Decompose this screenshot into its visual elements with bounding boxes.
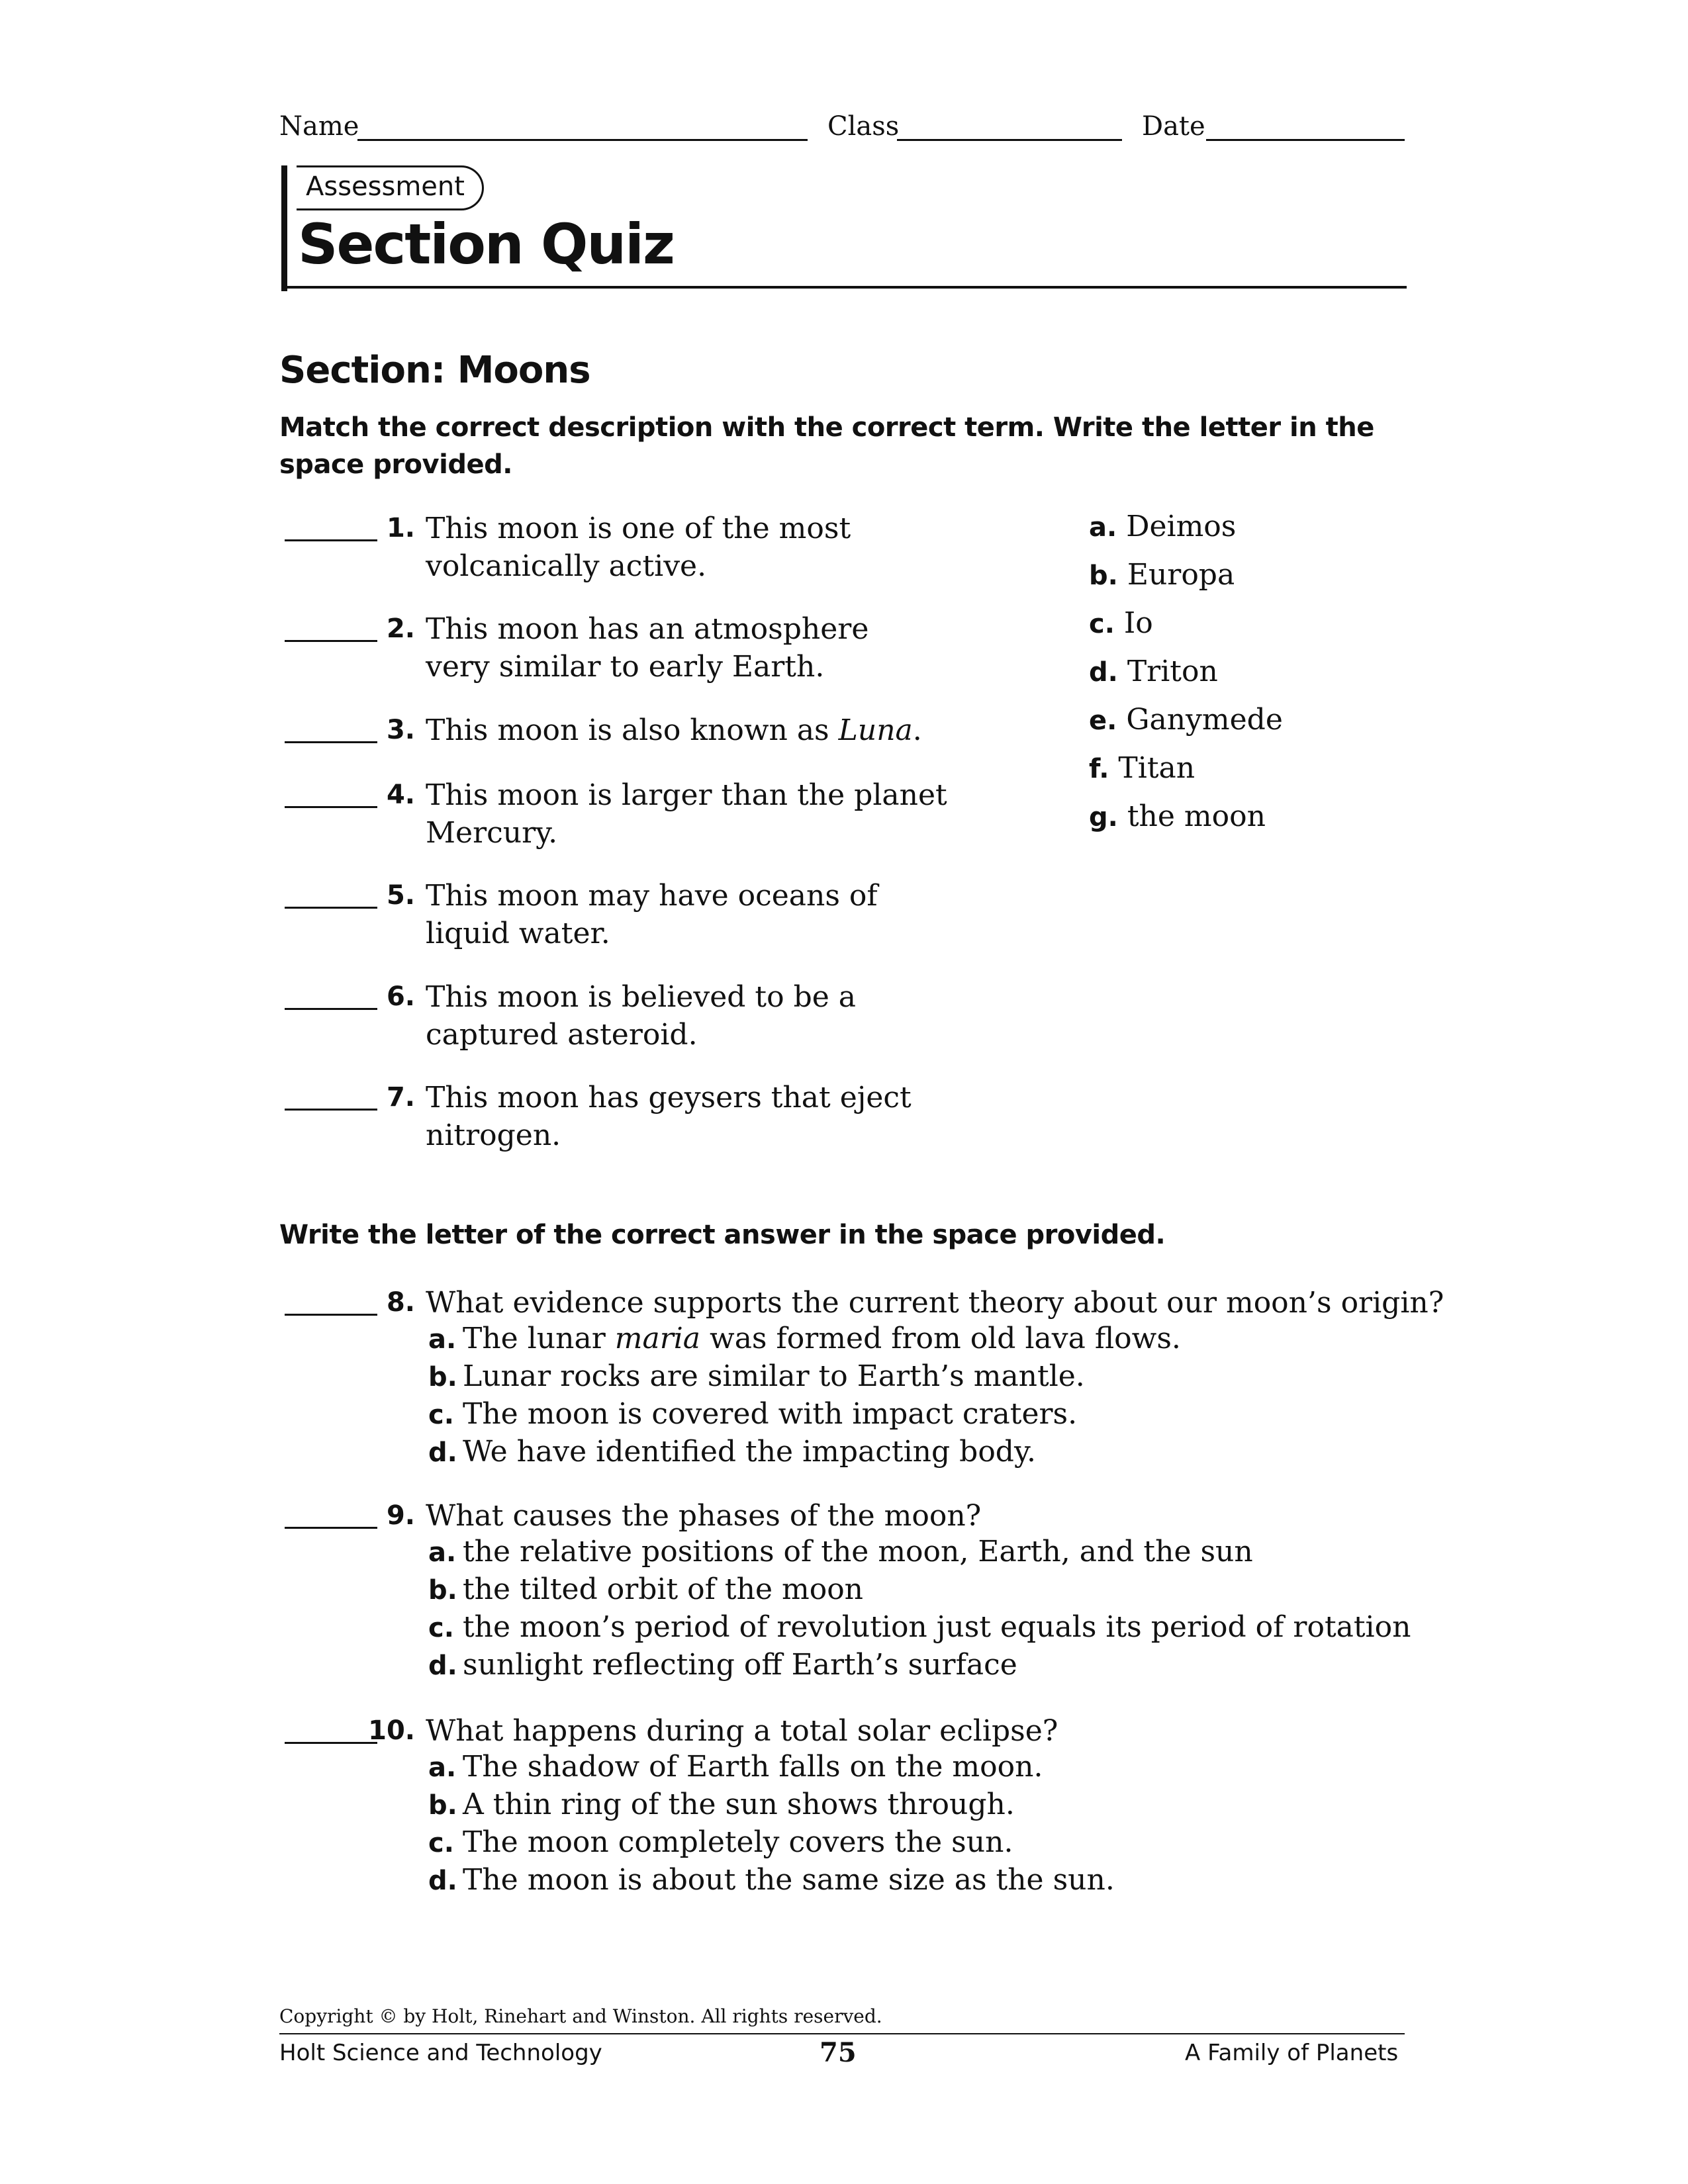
question-text [426,776,947,852]
option-letter: b. [428,1362,457,1392]
option-text: The moon is about the same size as the sun. [463,1863,1115,1897]
question-line: This moon is also known as [426,713,829,747]
term-text: Io [1123,606,1153,640]
question-end: . [912,713,922,747]
answer-option [428,1788,1015,1821]
answer-option [428,1750,1043,1784]
publisher: Holt Science and Technology [279,2040,602,2066]
term-item [1089,703,1283,737]
question-line: nitrogen. [426,1118,561,1152]
option-letter: c. [428,1828,454,1858]
option-letter: b. [428,1790,457,1821]
option-letter: d. [428,1437,457,1468]
question-line: This moon is larger than the planet [426,778,947,812]
option-text: sunlight reflecting off Earth’s surface [463,1648,1017,1682]
answer-option [428,1397,1077,1431]
question-line: captured asteroid. [426,1018,698,1052]
question-text [426,1079,912,1154]
question-number: 8. [386,1287,415,1318]
question-number: 3. [386,715,415,745]
question-line: This moon has geysers that eject [426,1081,912,1115]
option-letter: d. [428,1866,457,1896]
answer-option [428,1572,863,1606]
option-text: A thin ring of the sun shows through. [463,1788,1015,1821]
term-item [1089,606,1153,640]
name-label: Name [279,111,359,142]
term-text: Europa [1127,558,1235,592]
question-italic: Luna [838,713,913,747]
question-text [426,510,851,585]
mc-instructions: Write the letter of the correct answer in the space provided. [279,1220,1166,1250]
question-number: 6. [386,981,415,1012]
option-text: the moon’s period of revolution just equals its period of rotation [463,1610,1411,1644]
term-text: Ganymede [1126,703,1283,737]
answer-option [428,1610,1411,1644]
term-item [1089,751,1195,785]
question-number: 4. [386,780,415,810]
option-letter: a. [428,1324,457,1355]
term-letter: d. [1089,657,1118,688]
question-line: This moon is believed to be a [426,980,857,1014]
option-text: We have identified the impacting body. [463,1435,1036,1469]
term-letter: g. [1089,802,1118,833]
term-item [1089,558,1235,592]
question-number: 9. [386,1500,415,1531]
question-text [426,978,856,1054]
page-title: Section Quiz [298,212,674,277]
question-line: This moon has an atmosphere [426,612,869,646]
option-letter: c. [428,1400,454,1430]
option-text: The moon completely covers the sun. [463,1825,1013,1859]
question-number: 5. [386,880,415,911]
answer-option [428,1863,1115,1897]
term-letter: b. [1089,561,1118,591]
question-text: What causes the phases of the moon? [426,1499,982,1533]
footer-rule [279,2033,1405,2034]
term-text: Deimos [1126,510,1237,543]
option-text: The moon is covered with impact craters. [463,1397,1078,1431]
option-text: The lunar [463,1322,606,1355]
question-number: 7. [386,1082,415,1113]
answer-option [428,1648,1017,1682]
question-text [426,711,922,749]
section-heading: Section: Moons [279,349,590,392]
question-line: very similar to early Earth. [426,650,825,684]
option-letter: a. [428,1537,457,1568]
term-text: the moon [1127,799,1266,833]
option-text: was formed from old lava flows. [710,1322,1181,1355]
assessment-tag: Assessment [297,165,484,210]
option-letter: a. [428,1752,457,1783]
page-number: 75 [820,2037,857,2068]
option-text: the relative positions of the moon, Earth, and the sun [463,1535,1253,1569]
name-field[interactable] [357,139,808,141]
option-letter: b. [428,1575,457,1606]
title-bracket [281,165,287,291]
date-field[interactable] [1206,139,1405,141]
date-label: Date [1142,111,1205,142]
question-number: 2. [386,614,415,644]
term-item [1089,799,1266,833]
question-text: What happens during a total solar eclipse? [426,1714,1058,1748]
copyright: Copyright © by Holt, Rinehart and Winston. All rights reserved. [279,2005,882,2027]
title-rule [281,286,1407,289]
term-text: Triton [1127,655,1218,688]
answer-option [428,1359,1085,1393]
class-field[interactable] [897,139,1122,141]
answer-option [428,1322,1181,1355]
option-text: The shadow of Earth falls on the moon. [463,1750,1043,1784]
term-text: Titan [1118,751,1196,785]
term-item [1089,655,1218,688]
question-line: volcanically active. [426,549,707,583]
question-line: This moon may have oceans of [426,879,878,913]
answer-option [428,1435,1036,1469]
term-letter: c. [1089,609,1115,639]
term-item [1089,510,1236,543]
question-line: This moon is one of the most [426,512,851,545]
question-text: What evidence supports the current theory about our moon’s origin? [426,1286,1444,1320]
matching-instructions: Match the correct description with the correct term. Write the letter in the space provided. [279,412,1374,480]
option-text: Lunar rocks are similar to Earth’s mantle. [463,1359,1085,1393]
answer-option [428,1535,1253,1569]
class-label: Class [827,111,900,142]
option-letter: c. [428,1613,454,1643]
option-italic: maria [614,1322,701,1355]
term-letter: f. [1089,754,1109,784]
term-letter: a. [1089,512,1117,543]
question-line: Mercury. [426,816,558,850]
question-number: 10. [368,1715,415,1746]
option-text: the tilted orbit of the moon [463,1572,864,1606]
term-letter: e. [1089,705,1117,736]
question-number: 1. [386,513,415,543]
question-line: liquid water. [426,917,610,950]
chapter-title: A Family of Planets [1185,2040,1399,2066]
question-text [426,877,878,952]
option-letter: d. [428,1651,457,1681]
answer-option [428,1825,1013,1859]
question-text [426,610,868,686]
